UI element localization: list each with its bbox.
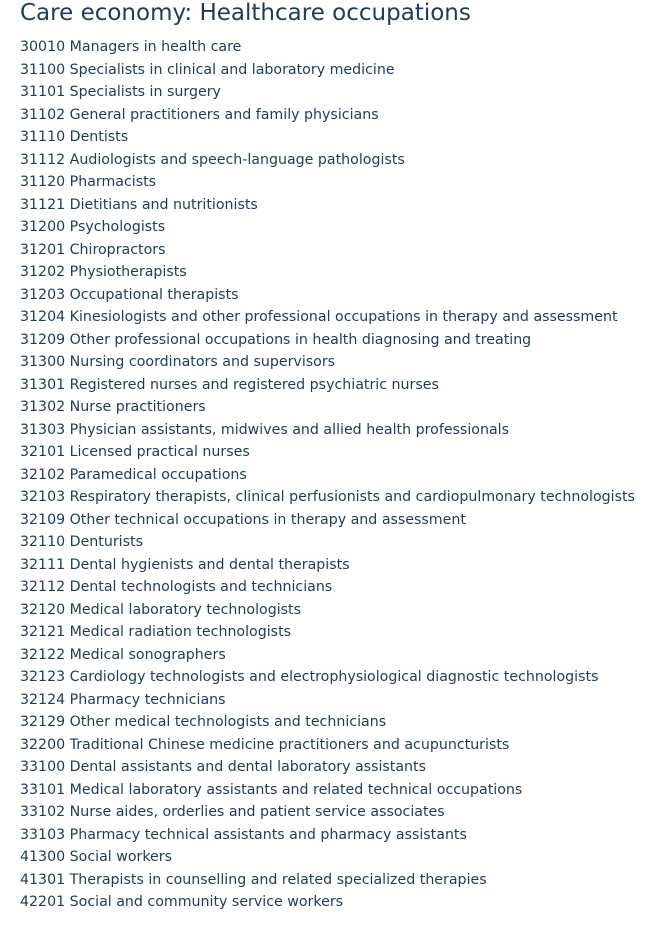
- occupation-item: 31110 Dentists: [20, 129, 129, 145]
- occupation-item: 31301 Registered nurses and registered psychiatric nurses: [20, 376, 439, 393]
- occupation-item: 31209 Other professional occupations in health diagnosing and treating: [20, 331, 532, 348]
- occupation-item: 32111 Dental hygienists and dental therapists: [20, 556, 350, 573]
- occupation-list: [20, 36, 668, 914]
- occupation-item: 32120 Medical laboratory technologists: [20, 601, 302, 618]
- occupation-item: 31112 Audiologists and speech-language pathologists: [20, 151, 405, 168]
- occupation-item: 31201 Chiropractors: [20, 241, 166, 258]
- occupation-item: 42201 Social and community service workers: [20, 894, 344, 910]
- occupation-item: 31204 Kinesiologists and other professional occupations in therapy and assessment: [20, 309, 618, 325]
- occupation-item: 41301 Therapists in counselling and related specialized therapies: [20, 871, 487, 888]
- occupation-item: 32123 Cardiology technologists and electrophysiological diagnostic technologists: [20, 669, 599, 685]
- occupation-item: 33102 Nurse aides, orderlies and patient service associates: [20, 804, 445, 820]
- occupation-item: 32129 Other medical technologists and technicians: [20, 714, 387, 730]
- occupation-item: 33103 Pharmacy technical assistants and pharmacy assistants: [20, 826, 467, 843]
- occupation-item: 33100 Dental assistants and dental laboratory assistants: [20, 759, 426, 775]
- occupation-item: 32103 Respiratory therapists, clinical perfusionists and cardiopulmonary technologists: [20, 489, 635, 505]
- page-title: Care economy: Healthcare occupations: [20, 0, 471, 26]
- occupation-item: 31120 Pharmacists: [20, 174, 157, 190]
- occupation-item: 31101 Specialists in surgery: [20, 84, 221, 100]
- occupation-item: 32122 Medical sonographers: [20, 646, 226, 663]
- occupation-item: 31200 Psychologists: [20, 219, 166, 235]
- occupation-item: 30010 Managers in health care: [20, 39, 242, 55]
- occupation-item: 32112 Dental technologists and technicians: [20, 579, 333, 595]
- occupation-item: 31303 Physician assistants, midwives and allied health professionals: [20, 421, 509, 438]
- occupation-item: 32109 Other technical occupations in therapy and assessment: [20, 511, 466, 528]
- occupation-item: 41300 Social workers: [20, 849, 172, 865]
- occupation-item: 31203 Occupational therapists: [20, 286, 239, 303]
- occupation-item: 33101 Medical laboratory assistants and related technical occupations: [20, 781, 523, 798]
- occupation-item: 32101 Licensed practical nurses: [20, 444, 250, 460]
- occupation-item: 31102 General practitioners and family physicians: [20, 106, 379, 123]
- occupation-item: 32124 Pharmacy technicians: [20, 691, 226, 708]
- occupation-item: 31302 Nurse practitioners: [20, 399, 206, 415]
- occupation-item: 32200 Traditional Chinese medicine practitioners and acupuncturists: [20, 736, 510, 753]
- occupation-item: 32102 Paramedical occupations: [20, 466, 247, 483]
- occupation-item: 32121 Medical radiation technologists: [20, 624, 292, 640]
- occupation-item: 31300 Nursing coordinators and supervisors: [20, 354, 336, 370]
- occupation-item: 32110 Denturists: [20, 534, 143, 550]
- occupation-item: 31202 Physiotherapists: [20, 264, 187, 280]
- occupation-item: 31100 Specialists in clinical and laboratory medicine: [20, 61, 395, 78]
- occupation-item: 31121 Dietitians and nutritionists: [20, 196, 258, 213]
